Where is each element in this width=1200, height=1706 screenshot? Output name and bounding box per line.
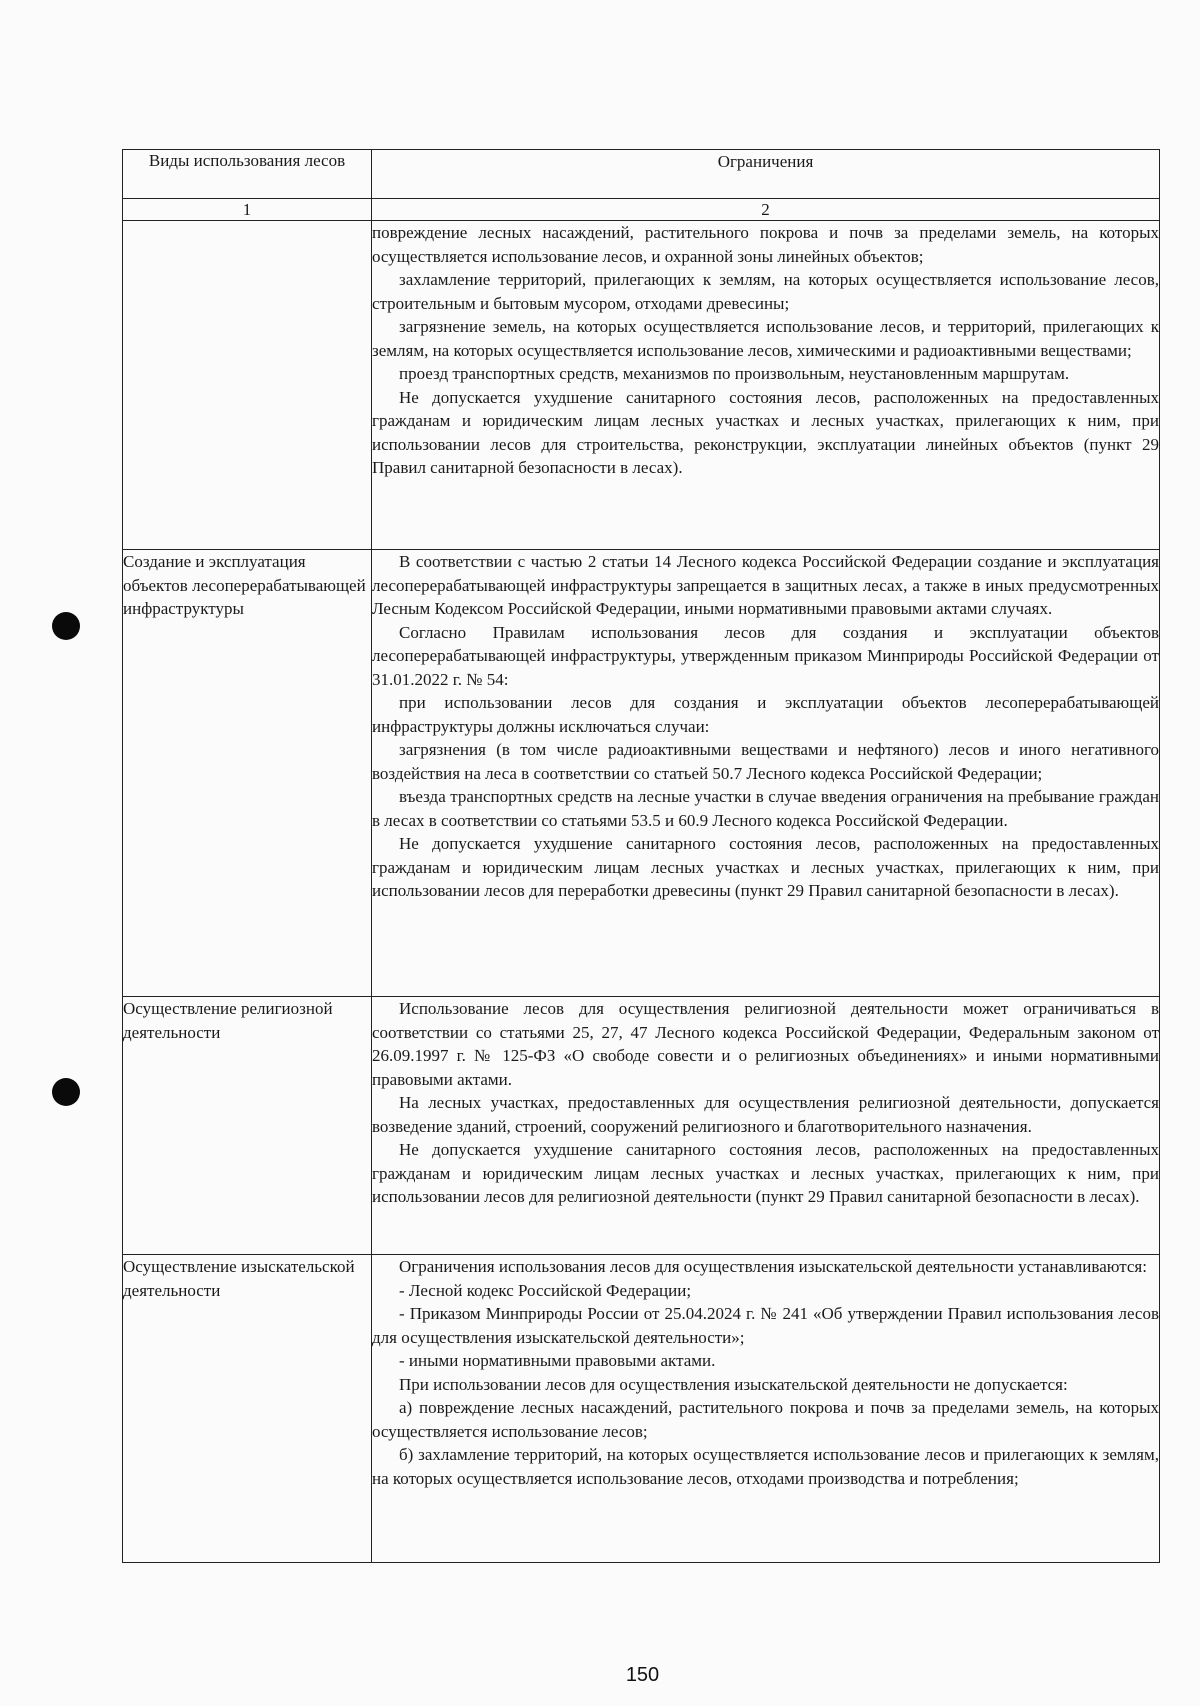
restriction-paragraph: Ограничения использования лесов для осуществления изыскательской деятельности устанавливаются: bbox=[399, 1257, 1147, 1276]
page-number: 150 bbox=[625, 1664, 660, 1686]
restriction-paragraph: В соответствии с частью 2 статьи 14 Лесного кодекса Российской Федерации создание и эксплуатация лесоперерабатывающей инфраструктуры запрещается в защитных лесах, а также в иных предусмотренных Лесным Кодексом Российской Федерации, иными нормативными правовыми актами случаях. bbox=[372, 552, 1159, 618]
table-number-row bbox=[123, 199, 1160, 221]
usage-type-cell: Осуществление изыскательской деятельности bbox=[123, 1255, 372, 1563]
restriction-paragraph: Согласно Правилам использования лесов для создания и эксплуатации объектов лесоперерабатывающей инфраструктуры, утвержденным приказом Минприроды Российской Федерации от 31.01.2022 г. № 54: bbox=[372, 622, 1159, 689]
restriction-paragraph: Использование лесов для осуществления религиозной деятельности может ограничиваться в соответствии со статьями 25, 27, 47 Лесного кодекса Российской Федерации, Федеральным законом от 26.09.1997 г. № 125-ФЗ «О свободе совести и о религиозных объединениях» и иными нормативными правовыми актами. bbox=[372, 999, 1159, 1089]
restriction-paragraph: а) повреждение лесных насаждений, растительного покрова и почв за пределами земель, на которых осуществляется использование лесов; bbox=[372, 1398, 1159, 1441]
punch-hole bbox=[52, 1078, 80, 1106]
restriction-paragraph: На лесных участках, предоставленных для осуществления религиозной деятельности, допускается возведение зданий, строений, сооружений религиозного и благотворительного назначения. bbox=[372, 1093, 1159, 1136]
column-header-restrictions: Ограничения bbox=[372, 150, 1160, 199]
restriction-paragraph: проезд транспортных средств, механизмов по произвольным, неустановленным маршрутам. bbox=[399, 364, 1070, 383]
restriction-paragraph: - Лесной кодекс Российской Федерации; bbox=[399, 1280, 692, 1300]
usage-type-cell bbox=[123, 221, 372, 550]
restriction-paragraph: въезда транспортных средств на лесные участки в случае введения ограничения на пребывание граждан в лесах в соответствии со статьями 53.5 и 60.9 Лесного кодекса Российской Федерации. bbox=[372, 787, 1159, 830]
restriction-paragraph: - Приказом Минприроды России от 25.04.2024 г. № 241 «Об утверждении Правил использования лесов для осуществления изыскательской деятельности»; bbox=[372, 1304, 1159, 1347]
restrictions-cell bbox=[372, 550, 1160, 997]
restriction-paragraph: загрязнения (в том числе радиоактивными веществами и нефтяного) лесов и иного негативного воздействия на леса в соответствии со статьей 50.7 Лесного кодекса Российской Федерации; bbox=[372, 740, 1159, 783]
restrictions-cell bbox=[372, 221, 1160, 550]
restriction-paragraph: Не допускается ухудшение санитарного состояния лесов, расположенных на предоставленных гражданам и юридическим лицам лесных участках и лесных участках, прилегающих к ним, при использовании лесов для религиозной деятельности (пункт 29 Правил санитарной безопасности в лесах). bbox=[372, 1140, 1159, 1206]
table-row bbox=[123, 550, 1160, 997]
restriction-paragraph: захламление территорий, прилегающих к землям, на которых осуществляется использование лесов, строительным и бытовым мусором, отходами древесины; bbox=[372, 270, 1159, 313]
restriction-paragraph: Не допускается ухудшение санитарного состояния лесов, расположенных на предоставленных гражданам и юридическим лицам лесных участках и лесных участках, прилегающих к ним, при использовании лесов для переработки древесины (пункт 29 Правил санитарной безопасности в лесах). bbox=[372, 834, 1159, 900]
restriction-paragraph: При использовании лесов для осуществления изыскательской деятельности не допускается: bbox=[399, 1374, 1068, 1394]
table-header-row bbox=[123, 150, 1160, 199]
restriction-paragraph: при использовании лесов для создания и эксплуатации объектов лесоперерабатывающей инфраструктуры должны исключаться случаи: bbox=[372, 693, 1159, 736]
restriction-paragraph: - иными нормативными правовыми актами. bbox=[399, 1351, 716, 1370]
restriction-paragraph: б) захламление территорий, на которых осуществляется использование лесов и прилегающих к землям, на которых осуществляется использование лесов, отходами производства и потребления; bbox=[372, 1445, 1159, 1488]
restrictions-cell bbox=[372, 997, 1160, 1255]
restrictions-cell bbox=[372, 1255, 1160, 1563]
restriction-paragraph: повреждение лесных насаждений, растительного покрова и почв за пределами земель, на которых осуществляется использование лесов, и охранной зоны линейных объектов; bbox=[372, 223, 1159, 266]
usage-type-cell: Создание и эксплуатация объектов лесоперерабатывающей инфраструктуры bbox=[123, 550, 372, 997]
table-row bbox=[123, 1255, 1160, 1563]
usage-type-cell: Осуществление религиозной деятельности bbox=[123, 997, 372, 1255]
column-number-2: 2 bbox=[372, 199, 1160, 221]
column-header-usage-type: Виды использования лесов bbox=[123, 150, 372, 199]
column-number-1: 1 bbox=[123, 199, 372, 221]
restriction-paragraph: загрязнение земель, на которых осуществляется использование лесов, и территорий, прилегающих к землям, на которых осуществляется использование лесов, химическими и радиоактивными веществами; bbox=[372, 317, 1159, 360]
punch-hole bbox=[52, 612, 80, 640]
restrictions-table bbox=[122, 149, 1160, 1563]
restriction-paragraph: Не допускается ухудшение санитарного состояния лесов, расположенных на предоставленных гражданам и юридическим лицам лесных участках и лесных участках, прилегающих к ним, при использовании лесов для строительства, реконструкции, эксплуатации линейных объектов (пункт 29 Правил санитарной безопасности в лесах). bbox=[372, 387, 1159, 477]
table-row bbox=[123, 221, 1160, 550]
table-row bbox=[123, 997, 1160, 1255]
